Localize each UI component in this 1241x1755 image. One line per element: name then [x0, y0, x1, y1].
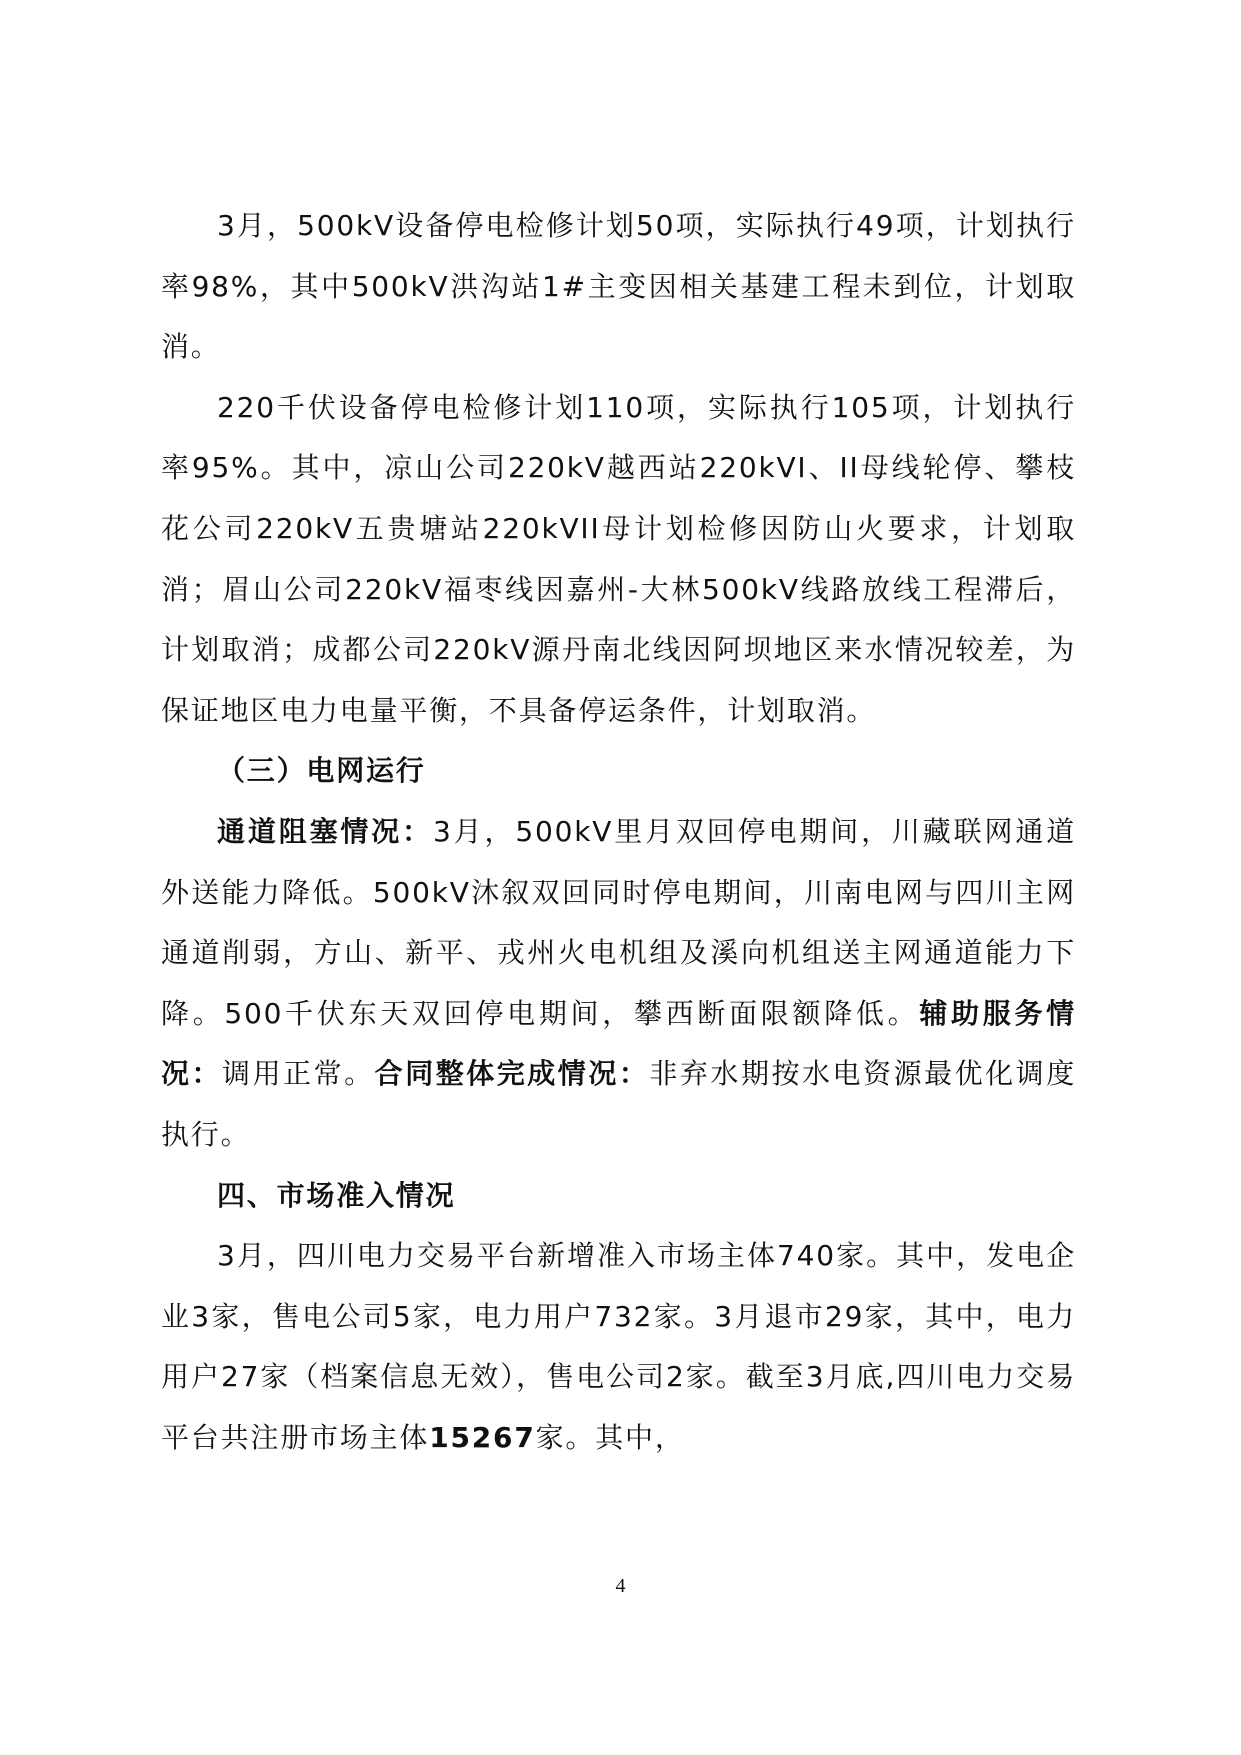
market-access-paragraph [161, 1226, 1076, 1468]
maintenance-220kv-paragraph: 220千伏设备停电检修计划110项，实际执行105项，计划执行率95%。其中，凉山公司220kV越西站220kVI、II母线轮停、攀枝花公司220kV五贵塘站220kVII母计划检修因防山火要求，计划取消；眉山公司220kV福枣线因嘉州-大林500kV线路放线工程滞后，计划取消；成都公司220kV源丹南北线因阿坝地区来水情况较差，为保证地区电力电量平衡，不具备停运条件，计划取消。 [161, 390, 1076, 727]
document-body [161, 196, 1076, 1468]
registered-entities-count: 15267 [429, 1420, 536, 1454]
section-grid-operation-heading: （三）电网运行 [217, 754, 426, 788]
auxiliary-service-text: 调用正常。 [222, 1057, 375, 1091]
page-number: 4 [615, 1575, 626, 1597]
grid-operation-paragraph [161, 802, 1076, 1166]
channel-blocking-text: 3月，500kV里月双回停电期间，川藏联网通道外送能力降低。500kV沐叙双回同时停电期间，川南电网与四川主网通道削弱，方山、新平、戎州火电机组及溪向机组送主网通道能力下降。500千伏东天双回停电期间，攀西断面限额降低。 [161, 814, 1076, 1030]
channel-blocking-label: 通道阻塞情况： [217, 814, 433, 848]
maintenance-500kv-paragraph: 3月，500kV设备停电检修计划50项，实际执行49项，计划执行率98%，其中500kV洪沟站1#主变因相关基建工程未到位，计划取消。 [161, 209, 1076, 364]
section-market-access-heading: 四、市场准入情况 [217, 1178, 456, 1212]
auxiliary-service-label: 辅助服务情况： [161, 996, 1076, 1091]
contract-completion-label: 合同整体完成情况： [374, 1057, 650, 1091]
market-access-text: 3月，四川电力交易平台新增准入市场主体740家。其中，发电企业3家，售电公司5家，电力用户732家。3月退市29家，其中，电力用户27家（档案信息无效），售电公司2家。截至3月底,四川电力交易平台共注册市场主体 [161, 1239, 1076, 1454]
contract-completion-text: 非弃水期按水电资源最优化调度执行。 [161, 1057, 1076, 1151]
market-access-text-end: 家。其中， [535, 1420, 685, 1454]
